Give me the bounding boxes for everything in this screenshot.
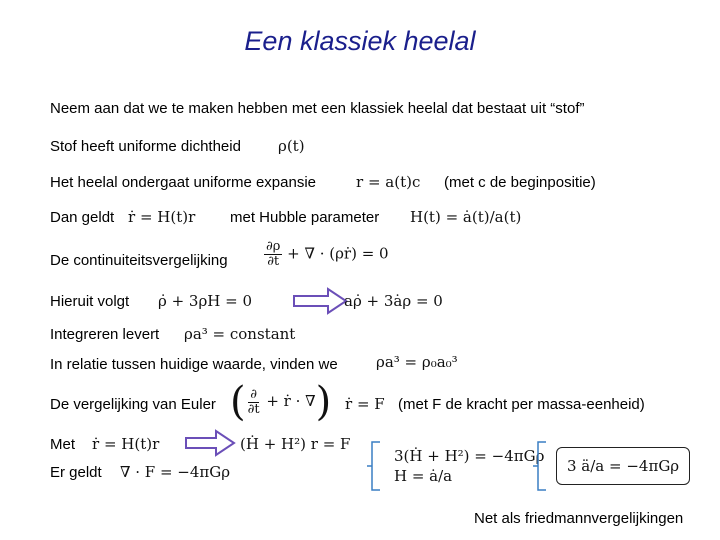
result-formula-right: aρ̇ + 3ȧρ = 0 bbox=[344, 292, 443, 310]
bracket-arrow-icon bbox=[532, 436, 558, 496]
expansion-formula: r = a(t)c bbox=[356, 173, 421, 191]
euler-formula: ( $\frac{\partial}{\partial t}$ + ṙ · ∇) bbox=[230, 379, 332, 425]
with-text: Met bbox=[50, 436, 76, 453]
slide-title: Een klassiek heelal bbox=[244, 26, 476, 56]
expansion-text: Het heelal ondergaat uniforme expansie bbox=[50, 174, 317, 191]
with-result-formula: (Ḣ + H²) r = F bbox=[240, 435, 351, 453]
continuity-text: De continuiteitsvergelijking bbox=[50, 252, 228, 269]
gauss-formula: ∇ · F = −4πGρ bbox=[120, 463, 231, 481]
system-top: 3(Ḣ + H²) = −4πGρ bbox=[394, 447, 545, 465]
relation-formula: ρa³ = ρ₀a₀³ bbox=[376, 353, 458, 371]
density-text: Stof heeft uniforme dichtheid bbox=[50, 138, 241, 155]
integrate-formula: ρa³ = constant bbox=[184, 325, 296, 343]
hubble-text: met Hubble parameter bbox=[230, 209, 380, 226]
with-formula: ṙ = H(t)r bbox=[92, 435, 160, 453]
hubble-formula: H(t) = ȧ(t)/a(t) bbox=[410, 208, 522, 226]
result-formula-left: ρ̇ + 3ρH = 0 bbox=[158, 292, 253, 310]
velocity-text: Dan geldt bbox=[50, 209, 115, 226]
continuity-formula: $\frac{\partial\rho}{\partial t}$ + ∇ · (ρṙ) = 0 bbox=[266, 239, 389, 269]
euler-rhs: ṙ = F bbox=[345, 395, 385, 413]
bracket-arrow-icon bbox=[366, 436, 392, 496]
final-equation-box: 3 ä/a = −4πGρ bbox=[556, 447, 690, 485]
relation-text: In relatie tussen huidige waarde, vinden we bbox=[50, 356, 338, 373]
right-arrow-icon bbox=[290, 286, 350, 316]
integrate-text: Integreren levert bbox=[50, 326, 160, 343]
conclusion-text: Net als friedmannvergelijkingen bbox=[474, 510, 684, 527]
result-text: Hieruit volgt bbox=[50, 293, 130, 310]
intro-text: Neem aan dat we te maken hebben met een klassiek heelal dat bestaat uit “stof” bbox=[50, 100, 585, 117]
right-arrow-icon bbox=[182, 428, 238, 458]
euler-text: De vergelijking van Euler bbox=[50, 396, 216, 413]
holds-text: Er geldt bbox=[50, 464, 102, 481]
density-formula: ρ(t) bbox=[278, 137, 305, 155]
friedmann-system bbox=[394, 446, 544, 486]
euler-note: (met F de kracht per massa-eenheid) bbox=[398, 396, 645, 413]
system-bottom: H = ȧ/a bbox=[394, 467, 453, 485]
expansion-note: (met c de beginpositie) bbox=[444, 174, 596, 191]
velocity-formula: ṙ = H(t)r bbox=[128, 208, 196, 226]
